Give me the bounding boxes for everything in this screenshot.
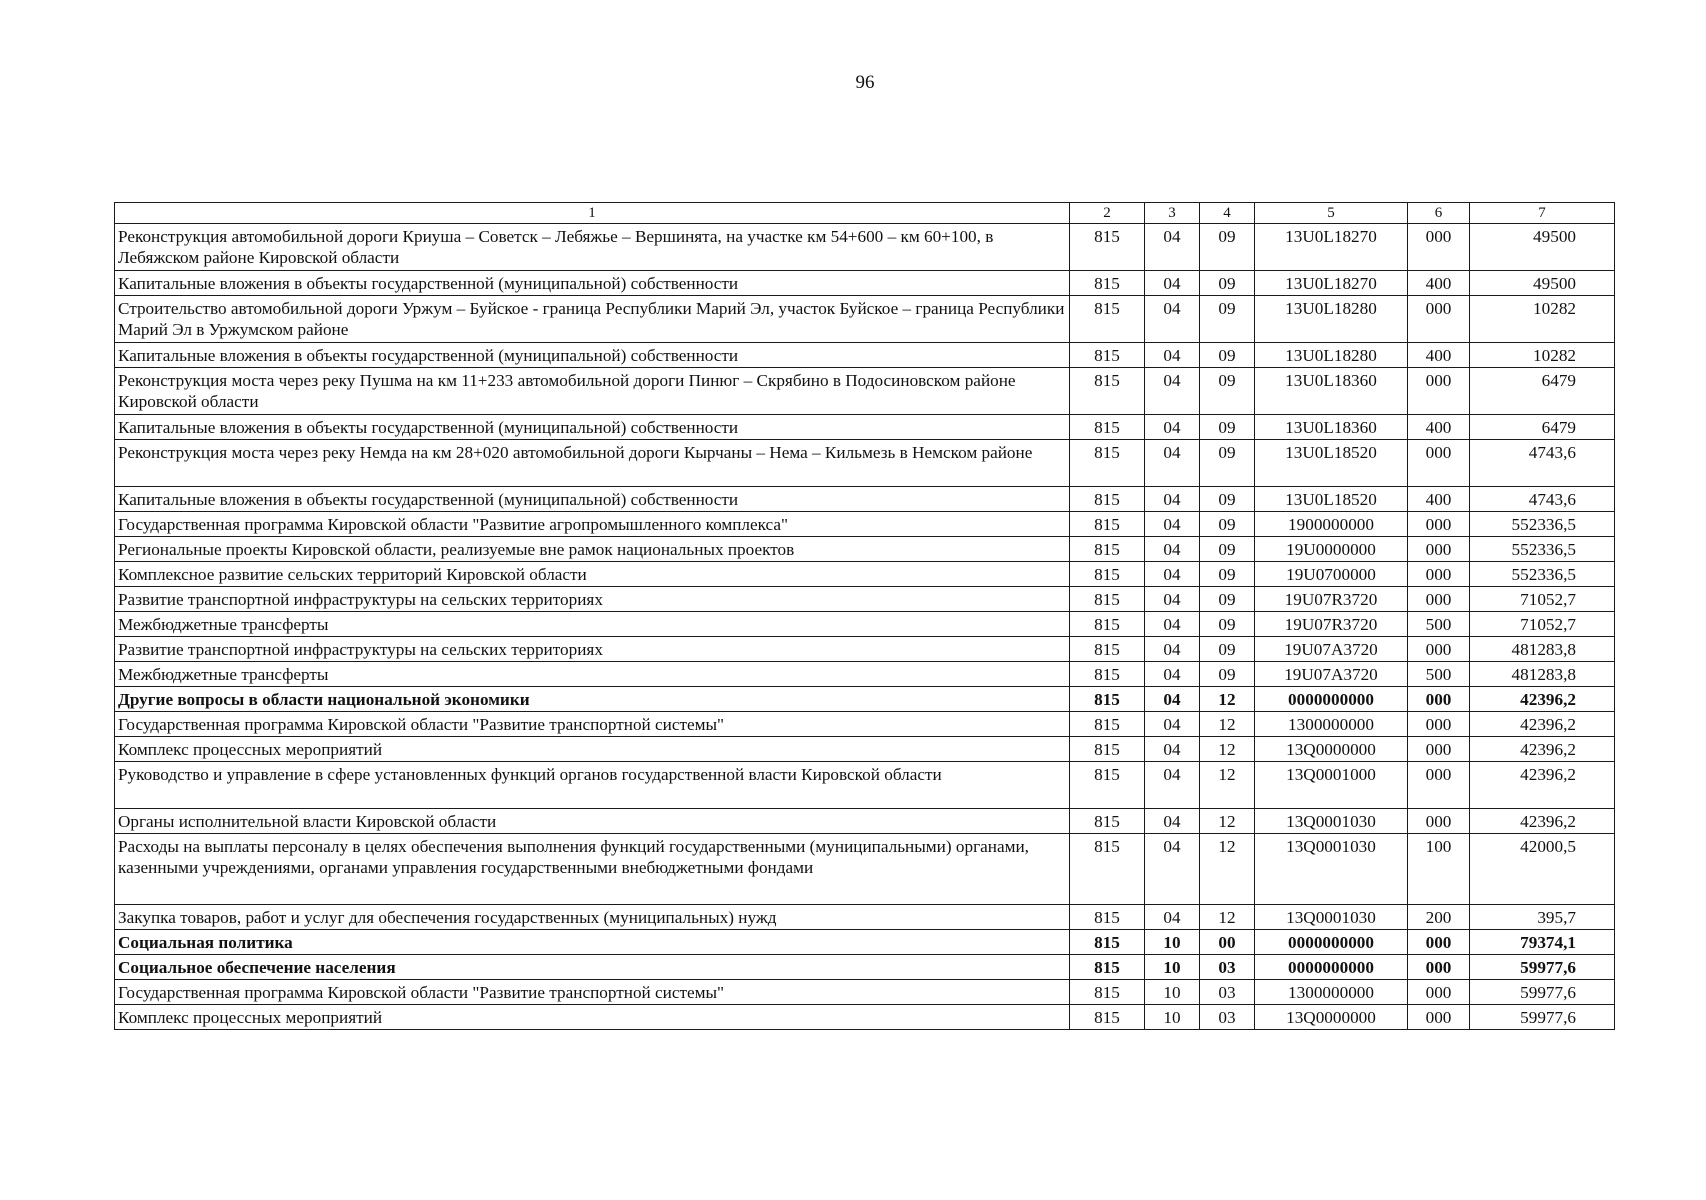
amount-cell: 59977,6 bbox=[1470, 955, 1615, 980]
expense-type-cell: 000 bbox=[1408, 930, 1470, 955]
subsection-code-cell: 12 bbox=[1200, 712, 1255, 737]
table-row bbox=[115, 537, 1615, 562]
item-name-cell: Региональные проекты Кировской области, реализуемые вне рамок национальных проектов bbox=[115, 537, 1070, 562]
section-code-cell: 04 bbox=[1145, 637, 1200, 662]
subsection-code-cell: 09 bbox=[1200, 271, 1255, 296]
amount-cell: 42396,2 bbox=[1470, 762, 1615, 809]
expense-type-cell: 000 bbox=[1408, 368, 1470, 415]
section-code-cell: 04 bbox=[1145, 834, 1200, 905]
item-name-cell: Капитальные вложения в объекты государственной (муниципальной) собственности bbox=[115, 271, 1070, 296]
ministry-code-cell: 815 bbox=[1070, 930, 1145, 955]
subsection-code-cell: 12 bbox=[1200, 762, 1255, 809]
subsection-code-cell: 12 bbox=[1200, 834, 1255, 905]
amount-cell: 10282 bbox=[1470, 296, 1615, 343]
amount-cell: 79374,1 bbox=[1470, 930, 1615, 955]
item-name-cell: Комплекс процессных мероприятий bbox=[115, 737, 1070, 762]
table-row bbox=[115, 487, 1615, 512]
section-code-cell: 04 bbox=[1145, 587, 1200, 612]
amount-cell: 42396,2 bbox=[1470, 712, 1615, 737]
table-row bbox=[115, 905, 1615, 930]
subsection-code-cell: 09 bbox=[1200, 662, 1255, 687]
expense-type-cell: 000 bbox=[1408, 687, 1470, 712]
target-article-cell: 13Q0000000 bbox=[1255, 1005, 1408, 1030]
table-row bbox=[115, 955, 1615, 980]
amount-cell: 552336,5 bbox=[1470, 537, 1615, 562]
subsection-code-cell: 09 bbox=[1200, 562, 1255, 587]
amount-cell: 6479 bbox=[1470, 368, 1615, 415]
subsection-code-cell: 09 bbox=[1200, 637, 1255, 662]
ministry-code-cell: 815 bbox=[1070, 834, 1145, 905]
target-article-cell: 13U0L18360 bbox=[1255, 415, 1408, 440]
subsection-code-cell: 09 bbox=[1200, 224, 1255, 271]
subsection-code-cell: 09 bbox=[1200, 512, 1255, 537]
amount-cell: 71052,7 bbox=[1470, 612, 1615, 637]
expense-type-cell: 400 bbox=[1408, 487, 1470, 512]
table-row bbox=[115, 512, 1615, 537]
amount-cell: 395,7 bbox=[1470, 905, 1615, 930]
amount-cell: 6479 bbox=[1470, 415, 1615, 440]
subsection-code-cell: 12 bbox=[1200, 809, 1255, 834]
expense-type-cell: 000 bbox=[1408, 980, 1470, 1005]
amount-cell: 481283,8 bbox=[1470, 662, 1615, 687]
expense-type-cell: 000 bbox=[1408, 512, 1470, 537]
ministry-code-cell: 815 bbox=[1070, 905, 1145, 930]
item-name-cell: Капитальные вложения в объекты государственной (муниципальной) собственности bbox=[115, 343, 1070, 368]
section-code-cell: 04 bbox=[1145, 687, 1200, 712]
header-row bbox=[115, 203, 1615, 224]
amount-cell: 49500 bbox=[1470, 271, 1615, 296]
section-code-cell: 04 bbox=[1145, 343, 1200, 368]
subsection-code-cell: 03 bbox=[1200, 1005, 1255, 1030]
target-article-cell: 1300000000 bbox=[1255, 980, 1408, 1005]
expense-type-cell: 100 bbox=[1408, 834, 1470, 905]
ministry-code-cell: 815 bbox=[1070, 1005, 1145, 1030]
header-cell: 1 bbox=[115, 203, 1070, 224]
section-code-cell: 04 bbox=[1145, 809, 1200, 834]
ministry-code-cell: 815 bbox=[1070, 296, 1145, 343]
amount-cell: 42396,2 bbox=[1470, 737, 1615, 762]
table-row bbox=[115, 562, 1615, 587]
target-article-cell: 13U0L18270 bbox=[1255, 271, 1408, 296]
amount-cell: 481283,8 bbox=[1470, 637, 1615, 662]
page-number: 96 bbox=[855, 72, 875, 93]
target-article-cell: 0000000000 bbox=[1255, 687, 1408, 712]
amount-cell: 10282 bbox=[1470, 343, 1615, 368]
ministry-code-cell: 815 bbox=[1070, 512, 1145, 537]
ministry-code-cell: 815 bbox=[1070, 980, 1145, 1005]
item-name-cell: Руководство и управление в сфере установленных функций органов государственной власти Кировской области bbox=[115, 762, 1070, 809]
target-article-cell: 13Q0000000 bbox=[1255, 737, 1408, 762]
ministry-code-cell: 815 bbox=[1070, 955, 1145, 980]
subsection-code-cell: 12 bbox=[1200, 737, 1255, 762]
target-article-cell: 19U07R3720 bbox=[1255, 587, 1408, 612]
subsection-code-cell: 12 bbox=[1200, 687, 1255, 712]
subsection-code-cell: 09 bbox=[1200, 368, 1255, 415]
section-code-cell: 10 bbox=[1145, 930, 1200, 955]
target-article-cell: 19U07R3720 bbox=[1255, 612, 1408, 637]
expense-type-cell: 000 bbox=[1408, 955, 1470, 980]
amount-cell: 42396,2 bbox=[1470, 687, 1615, 712]
ministry-code-cell: 815 bbox=[1070, 762, 1145, 809]
target-article-cell: 13U0L18280 bbox=[1255, 343, 1408, 368]
section-code-cell: 10 bbox=[1145, 955, 1200, 980]
expense-type-cell: 000 bbox=[1408, 712, 1470, 737]
item-name-cell: Реконструкция моста через реку Пушма на км 11+233 автомобильной дороги Пинюг – Скрябино в Подосиновском районе Кировской области bbox=[115, 368, 1070, 415]
expense-type-cell: 000 bbox=[1408, 737, 1470, 762]
item-name-cell: Социальное обеспечение населения bbox=[115, 955, 1070, 980]
expense-type-cell: 200 bbox=[1408, 905, 1470, 930]
section-code-cell: 04 bbox=[1145, 562, 1200, 587]
table-row bbox=[115, 980, 1615, 1005]
item-name-cell: Строительство автомобильной дороги Уржум – Буйское - граница Республики Марий Эл, участок Буйское – граница Республики Марий Эл в Уржумском районе bbox=[115, 296, 1070, 343]
section-code-cell: 04 bbox=[1145, 487, 1200, 512]
item-name-cell: Реконструкция моста через реку Немда на км 28+020 автомобильной дороги Кырчаны – Нема – Кильмезь в Немском районе bbox=[115, 440, 1070, 487]
table-row bbox=[115, 930, 1615, 955]
table-row bbox=[115, 224, 1615, 271]
subsection-code-cell: 09 bbox=[1200, 343, 1255, 368]
target-article-cell: 13U0L18520 bbox=[1255, 487, 1408, 512]
amount-cell: 71052,7 bbox=[1470, 587, 1615, 612]
table-row bbox=[115, 612, 1615, 637]
section-code-cell: 04 bbox=[1145, 905, 1200, 930]
section-code-cell: 04 bbox=[1145, 415, 1200, 440]
expense-type-cell: 000 bbox=[1408, 587, 1470, 612]
subsection-code-cell: 12 bbox=[1200, 905, 1255, 930]
table-row bbox=[115, 271, 1615, 296]
table-row bbox=[115, 737, 1615, 762]
table-row bbox=[115, 440, 1615, 487]
section-code-cell: 04 bbox=[1145, 271, 1200, 296]
section-code-cell: 04 bbox=[1145, 737, 1200, 762]
ministry-code-cell: 815 bbox=[1070, 440, 1145, 487]
header-cell: 6 bbox=[1408, 203, 1470, 224]
target-article-cell: 13Q0001030 bbox=[1255, 809, 1408, 834]
expense-type-cell: 400 bbox=[1408, 271, 1470, 296]
table-row bbox=[115, 1005, 1615, 1030]
target-article-cell: 19U07A3720 bbox=[1255, 662, 1408, 687]
target-article-cell: 13Q0001030 bbox=[1255, 905, 1408, 930]
ministry-code-cell: 815 bbox=[1070, 737, 1145, 762]
expense-type-cell: 400 bbox=[1408, 415, 1470, 440]
section-code-cell: 04 bbox=[1145, 512, 1200, 537]
table-row bbox=[115, 343, 1615, 368]
subsection-code-cell: 09 bbox=[1200, 440, 1255, 487]
ministry-code-cell: 815 bbox=[1070, 662, 1145, 687]
ministry-code-cell: 815 bbox=[1070, 637, 1145, 662]
item-name-cell: Государственная программа Кировской области "Развитие транспортной системы" bbox=[115, 712, 1070, 737]
ministry-code-cell: 815 bbox=[1070, 368, 1145, 415]
subsection-code-cell: 03 bbox=[1200, 955, 1255, 980]
section-code-cell: 04 bbox=[1145, 662, 1200, 687]
expense-type-cell: 400 bbox=[1408, 343, 1470, 368]
target-article-cell: 1300000000 bbox=[1255, 712, 1408, 737]
expense-type-cell: 000 bbox=[1408, 1005, 1470, 1030]
table-row bbox=[115, 415, 1615, 440]
target-article-cell: 19U0700000 bbox=[1255, 562, 1408, 587]
target-article-cell: 13Q0001030 bbox=[1255, 834, 1408, 905]
table-row bbox=[115, 368, 1615, 415]
item-name-cell: Реконструкция автомобильной дороги Криуша – Советск – Лебяжье – Вершинята, на участке км 54+600 – км 60+100, в Лебяжском районе Кировской области bbox=[115, 224, 1070, 271]
table-row bbox=[115, 587, 1615, 612]
item-name-cell: Капитальные вложения в объекты государственной (муниципальной) собственности bbox=[115, 487, 1070, 512]
item-name-cell: Межбюджетные трансферты bbox=[115, 612, 1070, 637]
expense-type-cell: 000 bbox=[1408, 762, 1470, 809]
amount-cell: 4743,6 bbox=[1470, 487, 1615, 512]
expense-type-cell: 000 bbox=[1408, 562, 1470, 587]
ministry-code-cell: 815 bbox=[1070, 712, 1145, 737]
item-name-cell: Государственная программа Кировской области "Развитие агропромышленного комплекса" bbox=[115, 512, 1070, 537]
header-cell: 5 bbox=[1255, 203, 1408, 224]
ministry-code-cell: 815 bbox=[1070, 612, 1145, 637]
item-name-cell: Развитие транспортной инфраструктуры на сельских территориях bbox=[115, 637, 1070, 662]
table-row bbox=[115, 296, 1615, 343]
amount-cell: 552336,5 bbox=[1470, 512, 1615, 537]
amount-cell: 59977,6 bbox=[1470, 1005, 1615, 1030]
amount-cell: 4743,6 bbox=[1470, 440, 1615, 487]
section-code-cell: 04 bbox=[1145, 712, 1200, 737]
target-article-cell: 13Q0001000 bbox=[1255, 762, 1408, 809]
expense-type-cell: 500 bbox=[1408, 662, 1470, 687]
target-article-cell: 13U0L18270 bbox=[1255, 224, 1408, 271]
item-name-cell: Социальная политика bbox=[115, 930, 1070, 955]
section-code-cell: 04 bbox=[1145, 296, 1200, 343]
budget-table bbox=[114, 202, 1615, 1030]
target-article-cell: 19U0000000 bbox=[1255, 537, 1408, 562]
subsection-code-cell: 09 bbox=[1200, 296, 1255, 343]
item-name-cell: Закупка товаров, работ и услуг для обеспечения государственных (муниципальных) нужд bbox=[115, 905, 1070, 930]
expense-type-cell: 000 bbox=[1408, 224, 1470, 271]
section-code-cell: 04 bbox=[1145, 224, 1200, 271]
item-name-cell: Капитальные вложения в объекты государственной (муниципальной) собственности bbox=[115, 415, 1070, 440]
ministry-code-cell: 815 bbox=[1070, 587, 1145, 612]
item-name-cell: Органы исполнительной власти Кировской области bbox=[115, 809, 1070, 834]
header-cell: 3 bbox=[1145, 203, 1200, 224]
subsection-code-cell: 09 bbox=[1200, 537, 1255, 562]
ministry-code-cell: 815 bbox=[1070, 487, 1145, 512]
item-name-cell: Расходы на выплаты персоналу в целях обеспечения выполнения функций государственными (муниципальными) органами, казенными учреждениями, органами управления государственными внебюджетными фондами bbox=[115, 834, 1070, 905]
section-code-cell: 04 bbox=[1145, 537, 1200, 562]
amount-cell: 49500 bbox=[1470, 224, 1615, 271]
table-row bbox=[115, 712, 1615, 737]
amount-cell: 42000,5 bbox=[1470, 834, 1615, 905]
table-row bbox=[115, 834, 1615, 905]
ministry-code-cell: 815 bbox=[1070, 343, 1145, 368]
section-code-cell: 10 bbox=[1145, 1005, 1200, 1030]
amount-cell: 42396,2 bbox=[1470, 809, 1615, 834]
table-body bbox=[115, 203, 1615, 1030]
section-code-cell: 04 bbox=[1145, 440, 1200, 487]
target-article-cell: 13U0L18520 bbox=[1255, 440, 1408, 487]
subsection-code-cell: 09 bbox=[1200, 587, 1255, 612]
amount-cell: 552336,5 bbox=[1470, 562, 1615, 587]
table-row bbox=[115, 662, 1615, 687]
item-name-cell: Межбюджетные трансферты bbox=[115, 662, 1070, 687]
expense-type-cell: 000 bbox=[1408, 537, 1470, 562]
item-name-cell: Комплексное развитие сельских территорий Кировской области bbox=[115, 562, 1070, 587]
header-cell: 7 bbox=[1470, 203, 1615, 224]
table-row bbox=[115, 687, 1615, 712]
section-code-cell: 04 bbox=[1145, 368, 1200, 415]
ministry-code-cell: 815 bbox=[1070, 224, 1145, 271]
expense-type-cell: 500 bbox=[1408, 612, 1470, 637]
subsection-code-cell: 09 bbox=[1200, 487, 1255, 512]
ministry-code-cell: 815 bbox=[1070, 809, 1145, 834]
ministry-code-cell: 815 bbox=[1070, 687, 1145, 712]
subsection-code-cell: 00 bbox=[1200, 930, 1255, 955]
table-row bbox=[115, 809, 1615, 834]
section-code-cell: 10 bbox=[1145, 980, 1200, 1005]
expense-type-cell: 000 bbox=[1408, 296, 1470, 343]
target-article-cell: 19U07A3720 bbox=[1255, 637, 1408, 662]
ministry-code-cell: 815 bbox=[1070, 415, 1145, 440]
item-name-cell: Другие вопросы в области национальной экономики bbox=[115, 687, 1070, 712]
table-row bbox=[115, 762, 1615, 809]
target-article-cell: 1900000000 bbox=[1255, 512, 1408, 537]
subsection-code-cell: 09 bbox=[1200, 612, 1255, 637]
ministry-code-cell: 815 bbox=[1070, 271, 1145, 296]
target-article-cell: 0000000000 bbox=[1255, 955, 1408, 980]
expense-type-cell: 000 bbox=[1408, 637, 1470, 662]
ministry-code-cell: 815 bbox=[1070, 562, 1145, 587]
section-code-cell: 04 bbox=[1145, 762, 1200, 809]
ministry-code-cell: 815 bbox=[1070, 537, 1145, 562]
subsection-code-cell: 09 bbox=[1200, 415, 1255, 440]
target-article-cell: 13U0L18360 bbox=[1255, 368, 1408, 415]
expense-type-cell: 000 bbox=[1408, 809, 1470, 834]
item-name-cell: Развитие транспортной инфраструктуры на сельских территориях bbox=[115, 587, 1070, 612]
target-article-cell: 0000000000 bbox=[1255, 930, 1408, 955]
target-article-cell: 13U0L18280 bbox=[1255, 296, 1408, 343]
expense-type-cell: 000 bbox=[1408, 440, 1470, 487]
amount-cell: 59977,6 bbox=[1470, 980, 1615, 1005]
table-row bbox=[115, 637, 1615, 662]
item-name-cell: Государственная программа Кировской области "Развитие транспортной системы" bbox=[115, 980, 1070, 1005]
header-cell: 4 bbox=[1200, 203, 1255, 224]
header-cell: 2 bbox=[1070, 203, 1145, 224]
section-code-cell: 04 bbox=[1145, 612, 1200, 637]
item-name-cell: Комплекс процессных мероприятий bbox=[115, 1005, 1070, 1030]
subsection-code-cell: 03 bbox=[1200, 980, 1255, 1005]
